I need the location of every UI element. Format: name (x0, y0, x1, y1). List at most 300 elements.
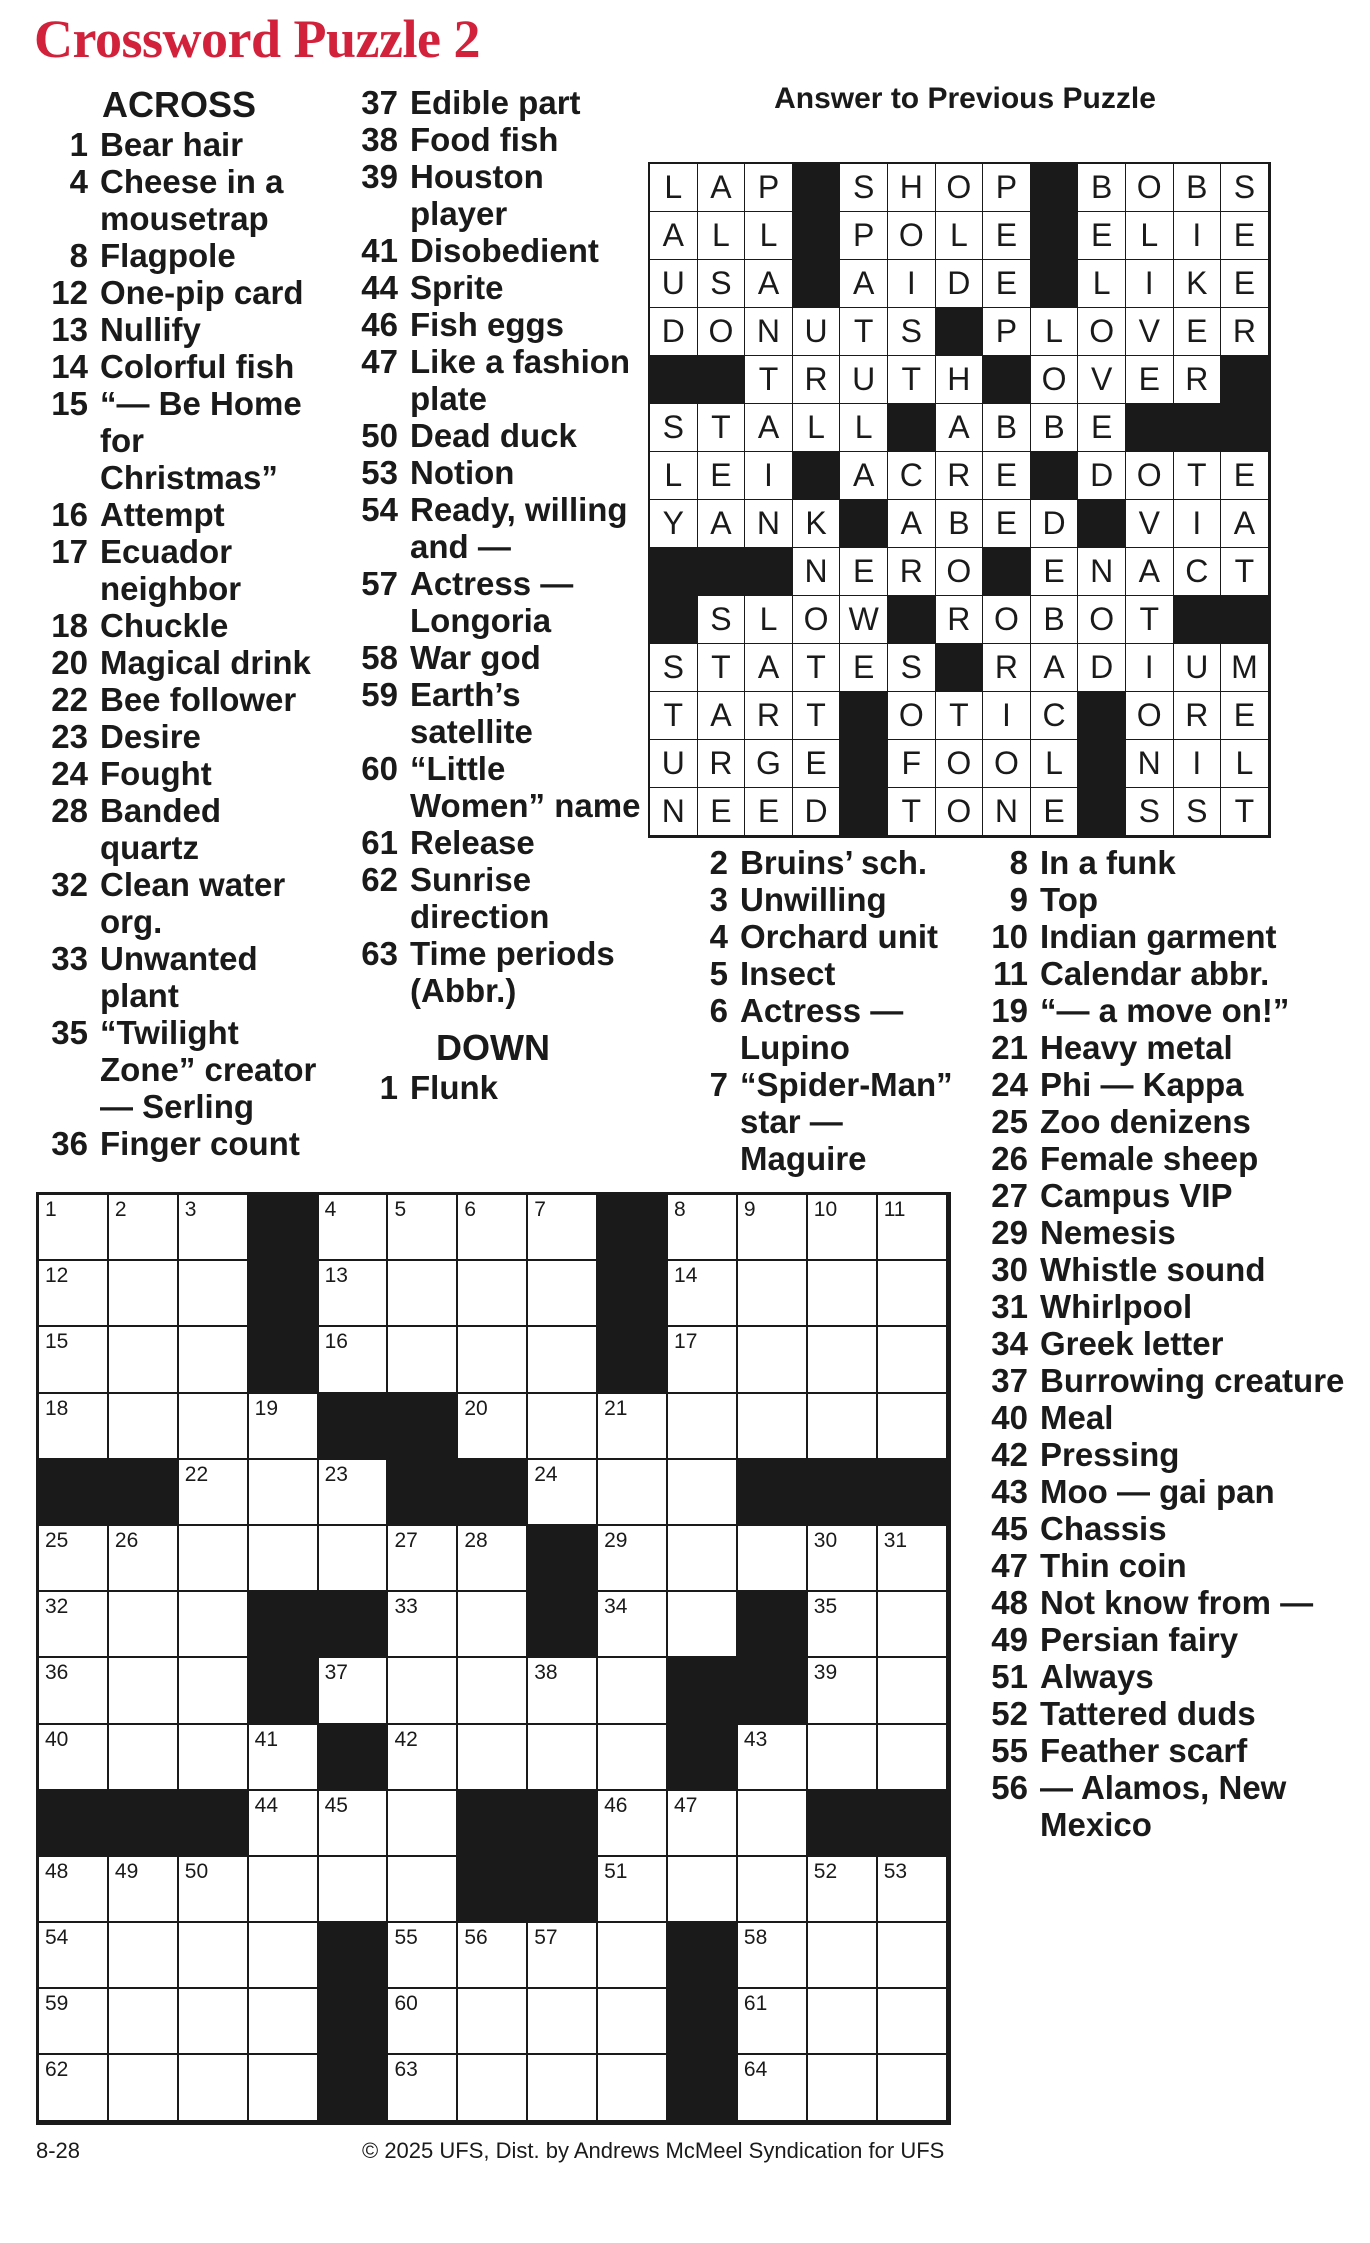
answer-square[interactable] (808, 1989, 878, 2055)
answer-square[interactable] (109, 2055, 179, 2121)
answer-black-square (1031, 260, 1079, 308)
black-square (528, 1592, 598, 1658)
answer-square[interactable] (179, 1261, 249, 1327)
clue-number: 32 (51, 866, 88, 903)
clue-item (976, 918, 1356, 955)
black-square (738, 1658, 808, 1724)
clue-item (346, 676, 646, 750)
answer-black-square (650, 596, 698, 644)
answer-square[interactable] (668, 1394, 738, 1460)
answer-letter: O (1078, 596, 1126, 644)
answer-square[interactable] (109, 1857, 179, 1923)
answer-square[interactable] (528, 1261, 598, 1327)
answer-square[interactable] (808, 1327, 878, 1393)
answer-square[interactable] (808, 1261, 878, 1327)
answer-letter: E (1031, 548, 1079, 596)
clue-item (976, 1695, 1356, 1732)
black-square (179, 1791, 249, 1857)
answer-square[interactable] (388, 1195, 458, 1261)
black-square (528, 1526, 598, 1592)
clue-item (976, 992, 1356, 1029)
answer-letter: A (745, 260, 793, 308)
answer-square[interactable] (39, 1526, 109, 1592)
answer-square[interactable] (388, 1658, 458, 1724)
answer-square[interactable] (458, 1592, 528, 1658)
answer-square[interactable] (39, 1857, 109, 1923)
square-number: 40 (45, 1727, 69, 1751)
date-code: 8-28 (36, 2138, 81, 2163)
answer-letter: L (650, 452, 698, 500)
answer-square[interactable] (249, 1791, 319, 1857)
answer-square[interactable] (458, 1195, 528, 1261)
answer-letter: B (1031, 596, 1079, 644)
answer-square[interactable] (109, 1327, 179, 1393)
answer-letter: E (1221, 212, 1269, 260)
square-number: 56 (464, 1926, 488, 1950)
square-number: 61 (743, 1992, 768, 2016)
clue-item (346, 232, 646, 269)
answer-letter: U (650, 260, 698, 308)
clue-number: 34 (991, 1325, 1028, 1362)
answer-square[interactable] (528, 1725, 598, 1791)
answer-square[interactable] (319, 1791, 389, 1857)
black-square (319, 1989, 389, 2055)
answer-letter: L (1126, 212, 1174, 260)
answer-letter: T (936, 692, 984, 740)
clue-number: 5 (709, 955, 728, 992)
answer-square[interactable] (878, 1261, 948, 1327)
clue-item (346, 861, 646, 935)
answer-square[interactable] (668, 1261, 738, 1327)
answer-square[interactable] (39, 1261, 109, 1327)
answer-square[interactable] (738, 1261, 808, 1327)
answer-square[interactable] (738, 1989, 808, 2055)
square-number: 34 (604, 1595, 628, 1619)
answer-square[interactable] (249, 1857, 319, 1923)
answer-black-square (936, 644, 984, 692)
answer-square[interactable] (109, 1394, 179, 1460)
answer-square[interactable] (668, 1791, 738, 1857)
square-number: 14 (674, 1264, 698, 1288)
answer-square[interactable] (878, 1989, 948, 2055)
answer-square[interactable] (109, 1923, 179, 1989)
square-number: 44 (254, 1793, 279, 1817)
answer-letter: T (793, 692, 841, 740)
clue-item (346, 491, 646, 565)
clue-number: 4 (709, 918, 728, 955)
answer-square[interactable] (388, 2055, 458, 2121)
answer-square[interactable] (388, 1592, 458, 1658)
clue-item (346, 454, 646, 491)
answer-square[interactable] (598, 1857, 668, 1923)
answer-letter: B (936, 500, 984, 548)
answer-letter: S (888, 308, 936, 356)
answer-square[interactable] (528, 1989, 598, 2055)
answer-square[interactable] (319, 1261, 389, 1327)
answer-square[interactable] (179, 1725, 249, 1791)
square-number: 62 (45, 2058, 69, 2082)
answer-square[interactable] (458, 1923, 528, 1989)
answer-square[interactable] (179, 1658, 249, 1724)
clue-text: Whirlpool (1040, 1288, 1193, 1325)
answer-square[interactable] (249, 1460, 319, 1526)
answer-square[interactable] (458, 2055, 528, 2121)
clue-number: 23 (51, 718, 88, 755)
clue-column-1 (36, 84, 326, 1162)
clue-text: Phi — Kappa (1040, 1066, 1244, 1103)
answer-letter: E (983, 452, 1031, 500)
black-square (458, 1791, 528, 1857)
answer-square[interactable] (808, 1725, 878, 1791)
answer-square[interactable] (528, 1394, 598, 1460)
answer-letter: G (745, 740, 793, 788)
answer-square[interactable] (598, 1923, 668, 1989)
clue-number: 6 (709, 992, 728, 1029)
answer-square[interactable] (738, 1857, 808, 1923)
answer-square[interactable] (319, 1526, 389, 1592)
answer-square[interactable] (458, 1261, 528, 1327)
answer-square[interactable] (388, 1261, 458, 1327)
answer-square[interactable] (668, 1526, 738, 1592)
answer-square[interactable] (388, 1327, 458, 1393)
clue-text: Sunrise direction (410, 861, 550, 935)
answer-square[interactable] (109, 1989, 179, 2055)
clue-item (976, 881, 1356, 918)
answer-square[interactable] (878, 1327, 948, 1393)
answer-square[interactable] (668, 1857, 738, 1923)
answer-letter: E (1174, 308, 1222, 356)
answer-square[interactable] (738, 1394, 808, 1460)
clue-item (976, 1177, 1356, 1214)
black-square (738, 1460, 808, 1526)
clue-text: Banded quartz (100, 792, 222, 866)
answer-square[interactable] (738, 1923, 808, 1989)
answer-black-square (983, 548, 1031, 596)
clue-text: Release (410, 824, 535, 861)
answer-square[interactable] (458, 1394, 528, 1460)
square-number: 13 (324, 1264, 348, 1288)
answer-letter: E (1221, 260, 1269, 308)
clue-item (36, 607, 326, 644)
answer-letter: D (1078, 644, 1126, 692)
answer-square[interactable] (388, 1923, 458, 1989)
black-square (249, 1195, 319, 1261)
square-number: 21 (604, 1396, 628, 1420)
clue-text: Always (1040, 1658, 1154, 1695)
square-number: 55 (394, 1926, 418, 1950)
answer-square[interactable] (319, 1658, 389, 1724)
square-number: 31 (883, 1528, 908, 1552)
answer-square[interactable] (109, 1725, 179, 1791)
square-number: 59 (45, 1992, 69, 2016)
clue-number: 24 (991, 1066, 1028, 1103)
answer-letter: S (840, 164, 888, 212)
clue-number: 47 (991, 1547, 1028, 1584)
answer-square[interactable] (738, 1725, 808, 1791)
answer-square[interactable] (458, 1989, 528, 2055)
clue-text: Fish eggs (410, 306, 565, 343)
answer-black-square (1174, 596, 1222, 644)
answer-square[interactable] (878, 1526, 948, 1592)
answer-square[interactable] (528, 1658, 598, 1724)
answer-square[interactable] (808, 1526, 878, 1592)
clue-item (676, 992, 976, 1066)
clue-item (976, 1732, 1356, 1769)
answer-letter: R (936, 452, 984, 500)
answer-letter: S (698, 260, 746, 308)
clue-number: 54 (361, 491, 398, 528)
answer-square[interactable] (319, 1460, 389, 1526)
answer-square[interactable] (878, 1725, 948, 1791)
clue-number: 13 (51, 311, 88, 348)
answer-square[interactable] (808, 1394, 878, 1460)
clue-number: 8 (1009, 844, 1028, 881)
clue-number: 14 (51, 348, 88, 385)
clue-number: 7 (709, 1066, 728, 1103)
square-number: 53 (883, 1859, 908, 1883)
clue-number: 2 (709, 844, 728, 881)
answer-letter: T (888, 356, 936, 404)
answer-square[interactable] (39, 2055, 109, 2121)
black-square (249, 1658, 319, 1724)
clue-text: Chassis (1040, 1510, 1167, 1547)
answer-square[interactable] (458, 1526, 528, 1592)
clue-text: Female sheep (1040, 1140, 1259, 1177)
clue-number: 26 (991, 1140, 1028, 1177)
answer-letter: E (793, 740, 841, 788)
answer-square[interactable] (458, 1327, 528, 1393)
answer-square[interactable] (109, 1261, 179, 1327)
answer-square[interactable] (528, 1460, 598, 1526)
answer-square[interactable] (319, 1195, 389, 1261)
clue-text: Bee follower (100, 681, 297, 718)
answer-square[interactable] (179, 1592, 249, 1658)
answer-square[interactable] (598, 1592, 668, 1658)
answer-square[interactable] (388, 1791, 458, 1857)
answer-square[interactable] (598, 1791, 668, 1857)
black-square (39, 1791, 109, 1857)
clue-number: 22 (51, 681, 88, 718)
clue-text: Time periods (Abbr.) (410, 935, 615, 1009)
black-square (668, 1923, 738, 1989)
answer-square[interactable] (808, 1658, 878, 1724)
square-number: 33 (394, 1595, 418, 1619)
answer-square[interactable] (878, 2055, 948, 2121)
answer-black-square (983, 356, 1031, 404)
clue-text: Sprite (410, 269, 504, 306)
square-number: 18 (45, 1396, 69, 1420)
answer-letter: E (983, 212, 1031, 260)
answer-black-square (1031, 164, 1079, 212)
answer-square[interactable] (249, 1725, 319, 1791)
answer-square[interactable] (109, 1592, 179, 1658)
answer-letter: T (1221, 788, 1269, 836)
answer-square[interactable] (598, 1460, 668, 1526)
answer-letter: E (840, 644, 888, 692)
answer-square[interactable] (39, 1989, 109, 2055)
answer-square[interactable] (249, 1923, 319, 1989)
answer-letter: C (888, 452, 936, 500)
answer-square[interactable] (738, 1327, 808, 1393)
answer-letter: A (698, 500, 746, 548)
answer-square[interactable] (39, 1195, 109, 1261)
clue-number: 30 (991, 1251, 1028, 1288)
square-number: 11 (883, 1198, 906, 1221)
answer-square[interactable] (109, 1195, 179, 1261)
answer-black-square (1031, 452, 1079, 500)
black-square (249, 1327, 319, 1393)
answer-square[interactable] (179, 2055, 249, 2121)
answer-letter: D (793, 788, 841, 836)
answer-square[interactable] (249, 1989, 319, 2055)
answer-square[interactable] (878, 1923, 948, 1989)
clue-item (36, 533, 326, 607)
answer-square[interactable] (738, 1791, 808, 1857)
answer-square[interactable] (179, 1989, 249, 2055)
answer-square[interactable] (668, 1195, 738, 1261)
answer-letter: P (840, 212, 888, 260)
answer-square[interactable] (878, 1394, 948, 1460)
answer-square[interactable] (878, 1857, 948, 1923)
answer-square[interactable] (738, 1195, 808, 1261)
answer-square[interactable] (598, 1526, 668, 1592)
answer-square[interactable] (598, 1394, 668, 1460)
answer-square[interactable] (738, 1526, 808, 1592)
answer-square[interactable] (179, 1526, 249, 1592)
answer-square[interactable] (878, 1592, 948, 1658)
answer-square[interactable] (808, 1857, 878, 1923)
answer-letter: F (888, 740, 936, 788)
clue-text: Unwanted plant (100, 940, 258, 1014)
square-number: 12 (45, 1264, 69, 1288)
answer-letter: O (793, 596, 841, 644)
answer-square[interactable] (528, 1195, 598, 1261)
answer-letter: O (1126, 452, 1174, 500)
answer-square[interactable] (458, 1725, 528, 1791)
answer-letter: M (1221, 644, 1269, 692)
answer-square[interactable] (668, 1592, 738, 1658)
answer-square[interactable] (388, 1725, 458, 1791)
square-number: 26 (114, 1528, 139, 1552)
clue-number: 44 (361, 269, 398, 306)
square-number: 51 (604, 1859, 628, 1883)
black-square (668, 1725, 738, 1791)
answer-letter: O (983, 740, 1031, 788)
answer-letter: E (840, 548, 888, 596)
clue-number: 19 (991, 992, 1028, 1029)
clue-item (36, 644, 326, 681)
answer-square[interactable] (39, 1394, 109, 1460)
answer-square[interactable] (528, 2055, 598, 2121)
answer-square[interactable] (668, 1327, 738, 1393)
clue-number: 21 (991, 1029, 1028, 1066)
answer-square[interactable] (39, 1725, 109, 1791)
clue-text: “Spider-Man” star — Maguire (740, 1066, 953, 1177)
answer-letter: O (1078, 308, 1126, 356)
answer-square[interactable] (179, 1857, 249, 1923)
clue-item (36, 1125, 326, 1162)
answer-square[interactable] (179, 1327, 249, 1393)
answer-square[interactable] (598, 1725, 668, 1791)
clue-number: 59 (361, 676, 398, 713)
clue-item (976, 1066, 1356, 1103)
answer-square[interactable] (249, 1394, 319, 1460)
square-number: 43 (743, 1727, 768, 1751)
answer-square[interactable] (319, 1857, 389, 1923)
answer-square[interactable] (179, 1923, 249, 1989)
square-number: 47 (674, 1793, 698, 1817)
answer-square[interactable] (878, 1195, 948, 1261)
answer-square[interactable] (598, 1658, 668, 1724)
clue-item (976, 1140, 1356, 1177)
answer-square[interactable] (249, 2055, 319, 2121)
answer-square[interactable] (738, 2055, 808, 2121)
answer-square[interactable] (808, 1592, 878, 1658)
clue-text: Thin coin (1040, 1547, 1187, 1584)
answer-square[interactable] (39, 1592, 109, 1658)
answer-letter: E (983, 260, 1031, 308)
answer-square[interactable] (39, 1658, 109, 1724)
answer-letter: I (888, 260, 936, 308)
answer-square[interactable] (528, 1327, 598, 1393)
clue-item (976, 1029, 1356, 1066)
answer-square[interactable] (808, 1923, 878, 1989)
clue-number: 56 (991, 1769, 1028, 1806)
answer-letter: K (793, 500, 841, 548)
answer-square[interactable] (668, 1460, 738, 1526)
answer-square[interactable] (319, 1327, 389, 1393)
answer-letter: T (840, 308, 888, 356)
clue-text: “Twilight Zone” creator — Serling (100, 1014, 317, 1125)
clue-item (36, 348, 326, 385)
clue-number: 3 (709, 881, 728, 918)
answer-square[interactable] (249, 1526, 319, 1592)
answer-square[interactable] (878, 1658, 948, 1724)
square-number: 52 (813, 1859, 838, 1883)
answer-letter: T (698, 644, 746, 692)
answer-letter: T (888, 788, 936, 836)
answer-black-square (698, 356, 746, 404)
clue-item (36, 940, 326, 1014)
answer-square[interactable] (179, 1460, 249, 1526)
clue-text: Attempt (100, 496, 225, 533)
answer-square[interactable] (808, 1195, 878, 1261)
answer-square[interactable] (39, 1327, 109, 1393)
answer-square[interactable] (528, 1923, 598, 1989)
clue-number: 51 (991, 1658, 1028, 1695)
answer-square[interactable] (109, 1526, 179, 1592)
clue-item (346, 417, 646, 454)
answer-letter: T (745, 356, 793, 404)
answer-square[interactable] (388, 1857, 458, 1923)
answer-letter: C (1031, 692, 1079, 740)
answer-square[interactable] (598, 1989, 668, 2055)
answer-square[interactable] (388, 1989, 458, 2055)
clue-item (36, 681, 326, 718)
answer-square[interactable] (808, 2055, 878, 2121)
answer-square[interactable] (39, 1923, 109, 1989)
clue-text: Unwilling (740, 881, 887, 918)
clue-number: 42 (991, 1436, 1028, 1473)
answer-square[interactable] (458, 1658, 528, 1724)
answer-square[interactable] (179, 1195, 249, 1261)
answer-square[interactable] (109, 1658, 179, 1724)
square-number: 42 (394, 1727, 418, 1751)
answer-square[interactable] (598, 2055, 668, 2121)
answer-square[interactable] (388, 1526, 458, 1592)
answer-square[interactable] (179, 1394, 249, 1460)
answer-letter: W (840, 596, 888, 644)
